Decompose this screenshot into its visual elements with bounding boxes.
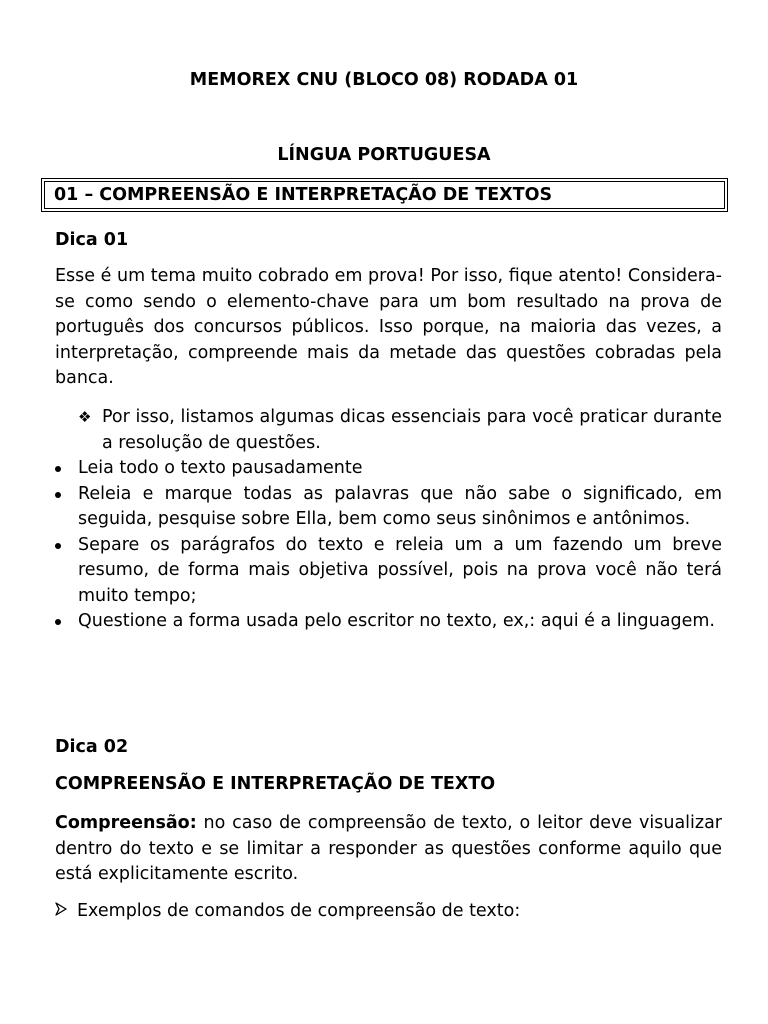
list-item [52,482,722,533]
section-heading-box [44,181,725,209]
section-heading: 01 – COMPREENSÃO E INTERPRETAÇÃO DE TEXTOS [54,185,553,205]
bullet-dot-icon [55,492,61,498]
list-item-text: Leia todo o texto pausadamente [78,458,363,478]
arrow-list-item-text: Exemplos de comandos de compreensão de texto: [77,901,521,921]
list-item [52,456,722,482]
diamond-list-item [78,405,722,456]
intro-paragraph: Esse é um tema muito cobrado em prova! Por isso, fique atento! Considera-se como sendo o elemento-chave para um bom resultado na prova de português dos concursos públicos. Isso porque, na maioria das vezes, a interpretação, compreende mais da metade das questões cobradas pela banca. [55,266,722,388]
document-title: MEMOREX CNU (BLOCO 08) RODADA 01 [189,70,579,90]
definition-paragraph [55,811,722,888]
bullet-dot-icon [55,619,61,625]
subject-heading: LÍNGUA PORTUGUESA [277,145,491,165]
arrowhead-bullet-icon [55,899,77,925]
list-item-text: Releia e marque todas as palavras que não sabe o significado, em seguida, pesquise sobre Ella, bem como seus sinônimos e antônimos. [78,483,722,529]
definition-term: Compreensão: [55,813,197,833]
section-2-heading: COMPREENSÃO E INTERPRETAÇÃO DE TEXTO [55,774,496,794]
tips-list [52,456,722,635]
tip-label-02: Dica 02 [55,737,129,757]
list-item [52,533,722,610]
list-item-text: Separe os parágrafos do texto e releia um a um fazendo um breve resumo, de forma mais objetiva possível, pois na prova você não terá muito tempo; [78,534,722,606]
definition-text: no caso de compreensão de texto, o leitor deve visualizar dentro do texto e se limitar a responder as questões conforme aquilo que está explicitamente escrito. [55,813,722,884]
tip-label-01: Dica 01 [55,230,129,250]
list-item-text: Questione a forma usada pelo escritor no texto, ex,: aqui é a linguagem. [78,611,715,631]
diamond-list-item-text: Por isso, listamos algumas dicas essenciais para você praticar durante a resolução de questões. [102,407,722,453]
arrow-list-item [55,899,722,925]
bullet-dot-icon [55,543,61,549]
bullet-dot-icon [55,466,61,472]
diamond-bullet-icon: ❖ [78,408,92,426]
list-item [52,609,722,635]
